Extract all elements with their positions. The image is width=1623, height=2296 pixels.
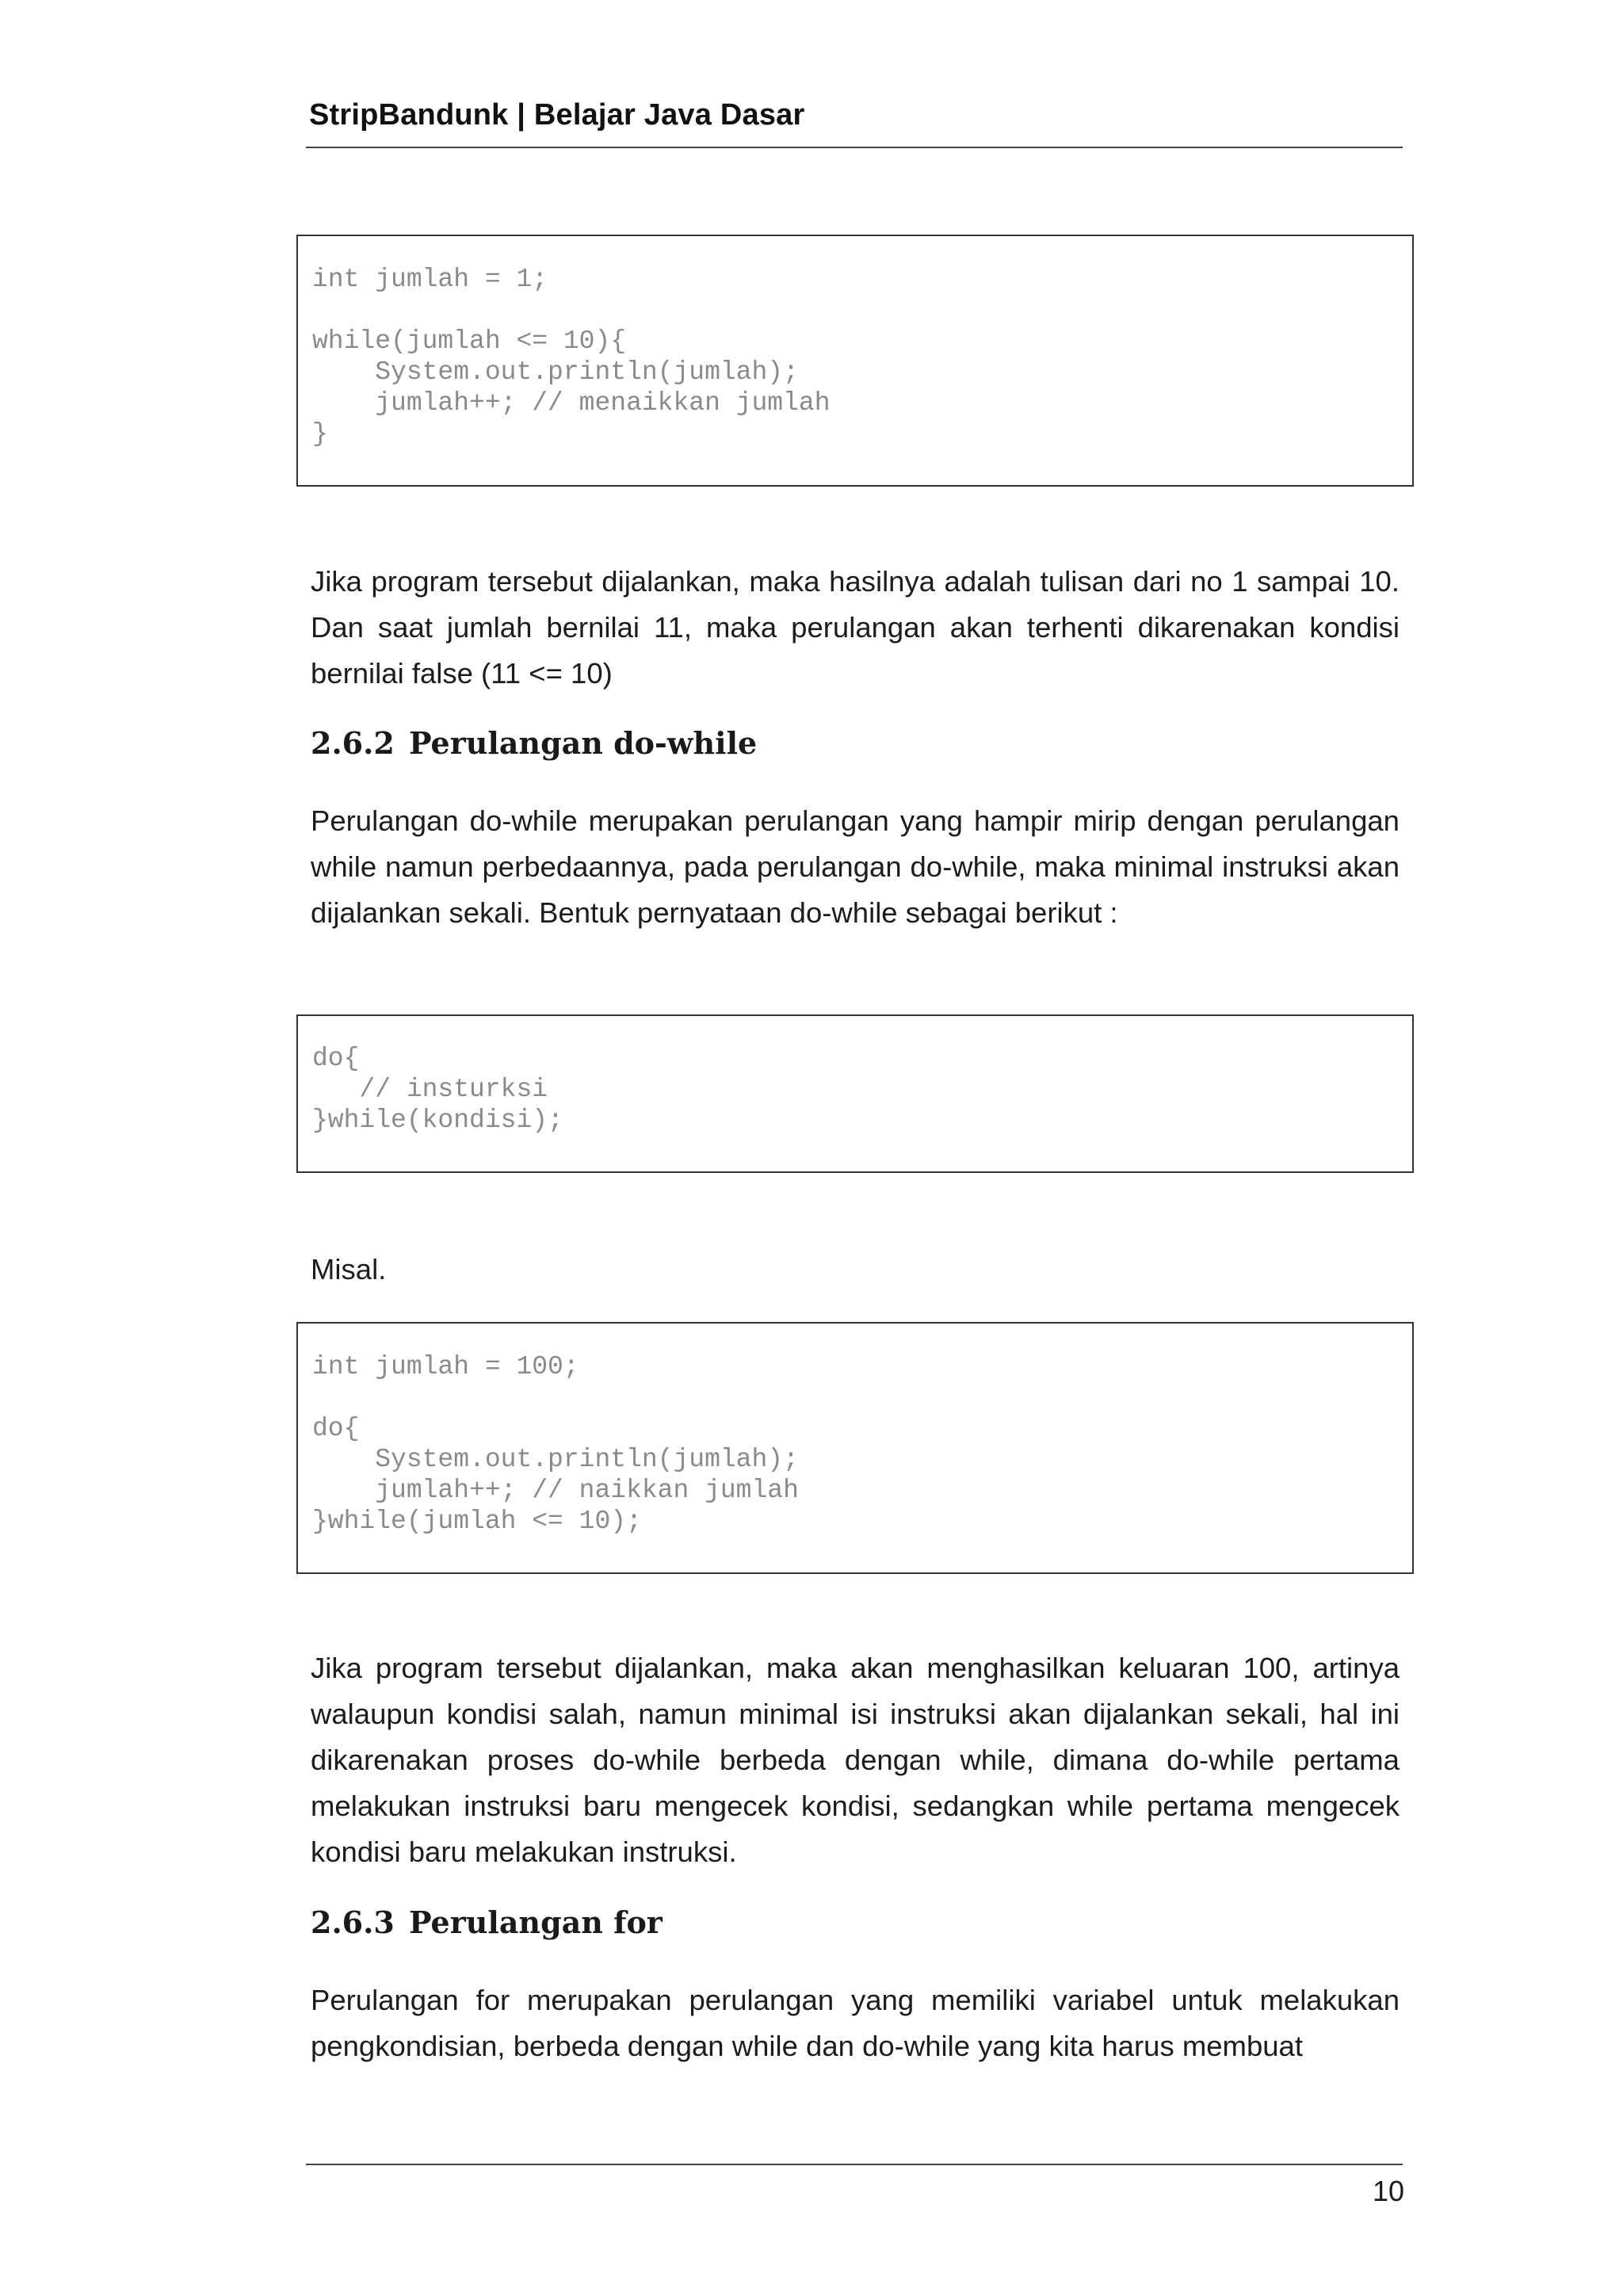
- section-number: 2.6.3: [311, 1904, 395, 1940]
- paragraph-misal: Misal.: [311, 1253, 387, 1286]
- paragraph-dowhile-intro: Perulangan do-while merupakan perulangan yang hampir mirip dengan perulangan while namun perbedaannya, pada perulangan do-while, maka minimal instruksi akan dijalankan sekali. Bentuk pernyataan do-while sebagai berikut :: [311, 804, 1400, 929]
- code-block-dowhile-example: [296, 1322, 1414, 1574]
- header-divider: [306, 147, 1403, 148]
- code-block-dowhile-syntax: [296, 1014, 1414, 1173]
- section-number: 2.6.2: [311, 725, 395, 761]
- code-text: int jumlah = 1; while(jumlah <= 10){ System.out.println(jumlah); jumlah++; // menaikkan jumlah }: [312, 265, 831, 449]
- code-text: do{ // insturksi }while(kondisi);: [312, 1044, 563, 1135]
- section-title: Perulangan for: [409, 1904, 663, 1940]
- code-block-while: [296, 235, 1414, 487]
- section-title: Perulangan do-while: [409, 725, 758, 761]
- section-heading-for: [311, 1904, 663, 1940]
- code-text: int jumlah = 100; do{ System.out.println(jumlah); jumlah++; // naikkan jumlah }while(jumlah <= 10);: [312, 1352, 799, 1536]
- paragraph-dowhile-result: Jika program tersebut dijalankan, maka akan menghasilkan keluaran 100, artinya walaupun kondisi salah, namun minimal isi instruksi akan dijalankan sekali, hal ini dikarenakan proses do-while berbeda dengan while, dimana do-while pertama melakukan instruksi baru mengecek kondisi, sedangkan while pertama mengecek kondisi baru melakukan instruksi.: [311, 1652, 1400, 1868]
- paragraph-while-result: Jika program tersebut dijalankan, maka hasilnya adalah tulisan dari no 1 sampai 10. Dan saat jumlah bernilai 11, maka perulangan akan terhenti dikarenakan kondisi bernilai false (11 <= 10): [311, 565, 1400, 690]
- section-heading-dowhile: [311, 725, 757, 761]
- running-header-title: StripBandunk | Belajar Java Dasar: [309, 98, 805, 132]
- page-number: 10: [1372, 2175, 1404, 2207]
- paragraph-for-intro: Perulangan for merupakan perulangan yang memiliki variabel untuk melakukan pengkondisian, berbeda dengan while dan do-while yang kita harus membuat: [311, 1984, 1400, 2062]
- footer-divider: [306, 2164, 1403, 2165]
